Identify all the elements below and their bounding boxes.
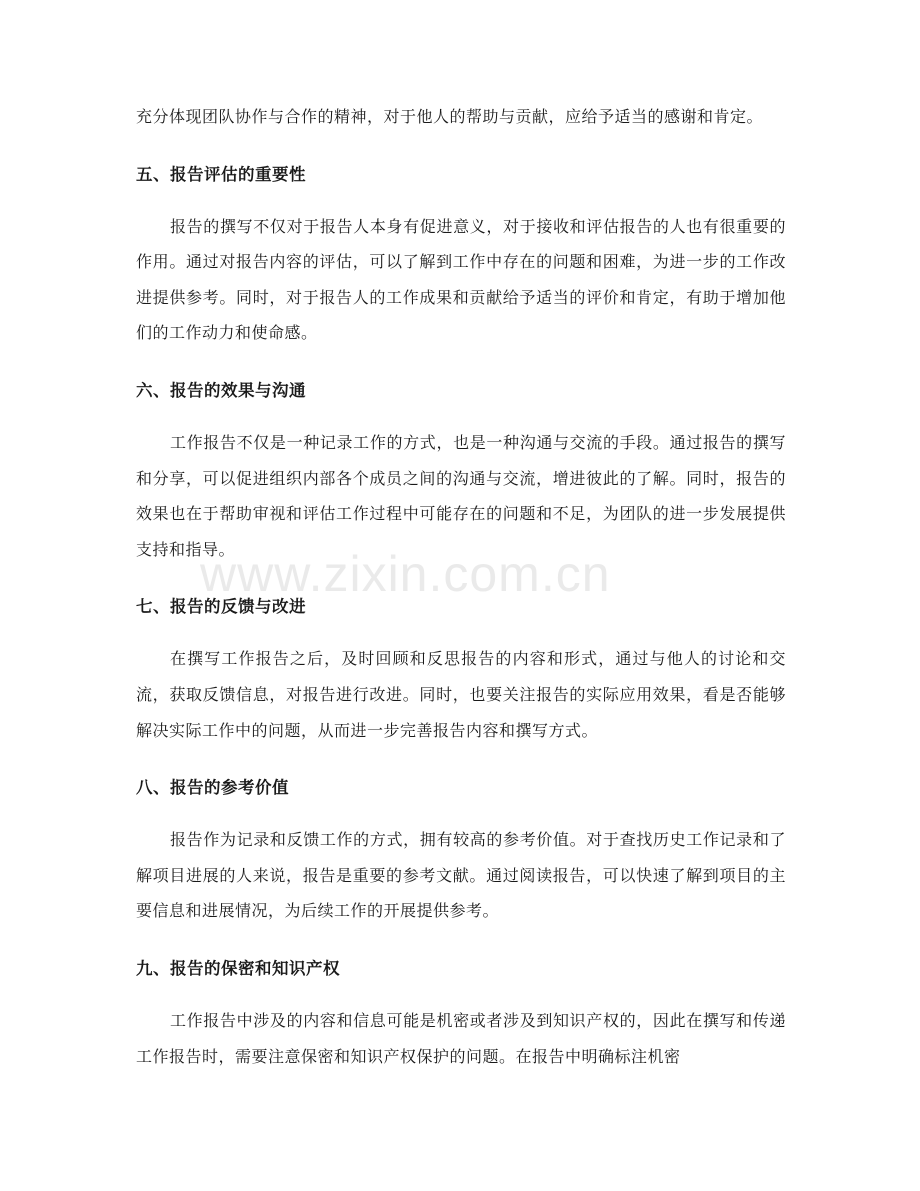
watermark: www.zixin.com.cn — [200, 546, 611, 602]
section-heading-7: 七、报告的反馈与改进 — [136, 597, 306, 617]
section-body-7: 在撰写工作报告之后，及时回顾和反思报告的内容和形式，通过与他人的讨论和交流，获取反馈信息，对报告进行改进。同时，也要关注报告的实际应用效果，看是否能够解决实际工作中的问题，从而进一步完善报告内容和撰写方式。 — [136, 649, 786, 740]
section-heading-5: 五、报告评估的重要性 — [136, 164, 306, 184]
section-heading-6: 六、报告的效果与沟通 — [136, 380, 306, 400]
section-body-6: 工作报告不仅是一种记录工作的方式，也是一种沟通与交流的手段。通过报告的撰写和分享，可以促进组织内部各个成员之间的沟通与交流，增进彼此的了解。同时，报告的效果也在于帮助审视和评估工作过程中可能存在的问题和不足，为团队的进一步发展提供支持和指导。 — [136, 432, 786, 559]
document-body — [136, 99, 786, 1074]
section-body-8: 报告作为记录和反馈工作的方式，拥有较高的参考价值。对于查找历史工作记录和了解项目进展的人来说，报告是重要的参考文献。通过阅读报告，可以快速了解到项目的主要信息和进展情况，为后续工作的开展提供参考。 — [136, 830, 786, 921]
intro-paragraph: 充分体现团队协作与合作的精神，对于他人的帮助与贡献，应给予适当的感谢和肯定。 — [136, 107, 764, 126]
section-body-5: 报告的撰写不仅对于报告人本身有促进意义，对于接收和评估报告的人也有很重要的作用。通过对报告内容的评估，可以了解到工作中存在的问题和困难，为进一步的工作改进提供参考。同时，对于报告人的工作成果和贡献给予适当的评价和肯定，有助于增加他们的工作动力和使命感。 — [136, 216, 786, 343]
section-heading-9: 九、报告的保密和知识产权 — [136, 958, 340, 978]
section-body-9: 工作报告中涉及的内容和信息可能是机密或者涉及到知识产权的，因此在撰写和传递工作报告时，需要注意保密和知识产权保护的问题。在报告中明确标注机密 — [136, 1010, 786, 1066]
section-heading-8: 八、报告的参考价值 — [136, 778, 289, 798]
